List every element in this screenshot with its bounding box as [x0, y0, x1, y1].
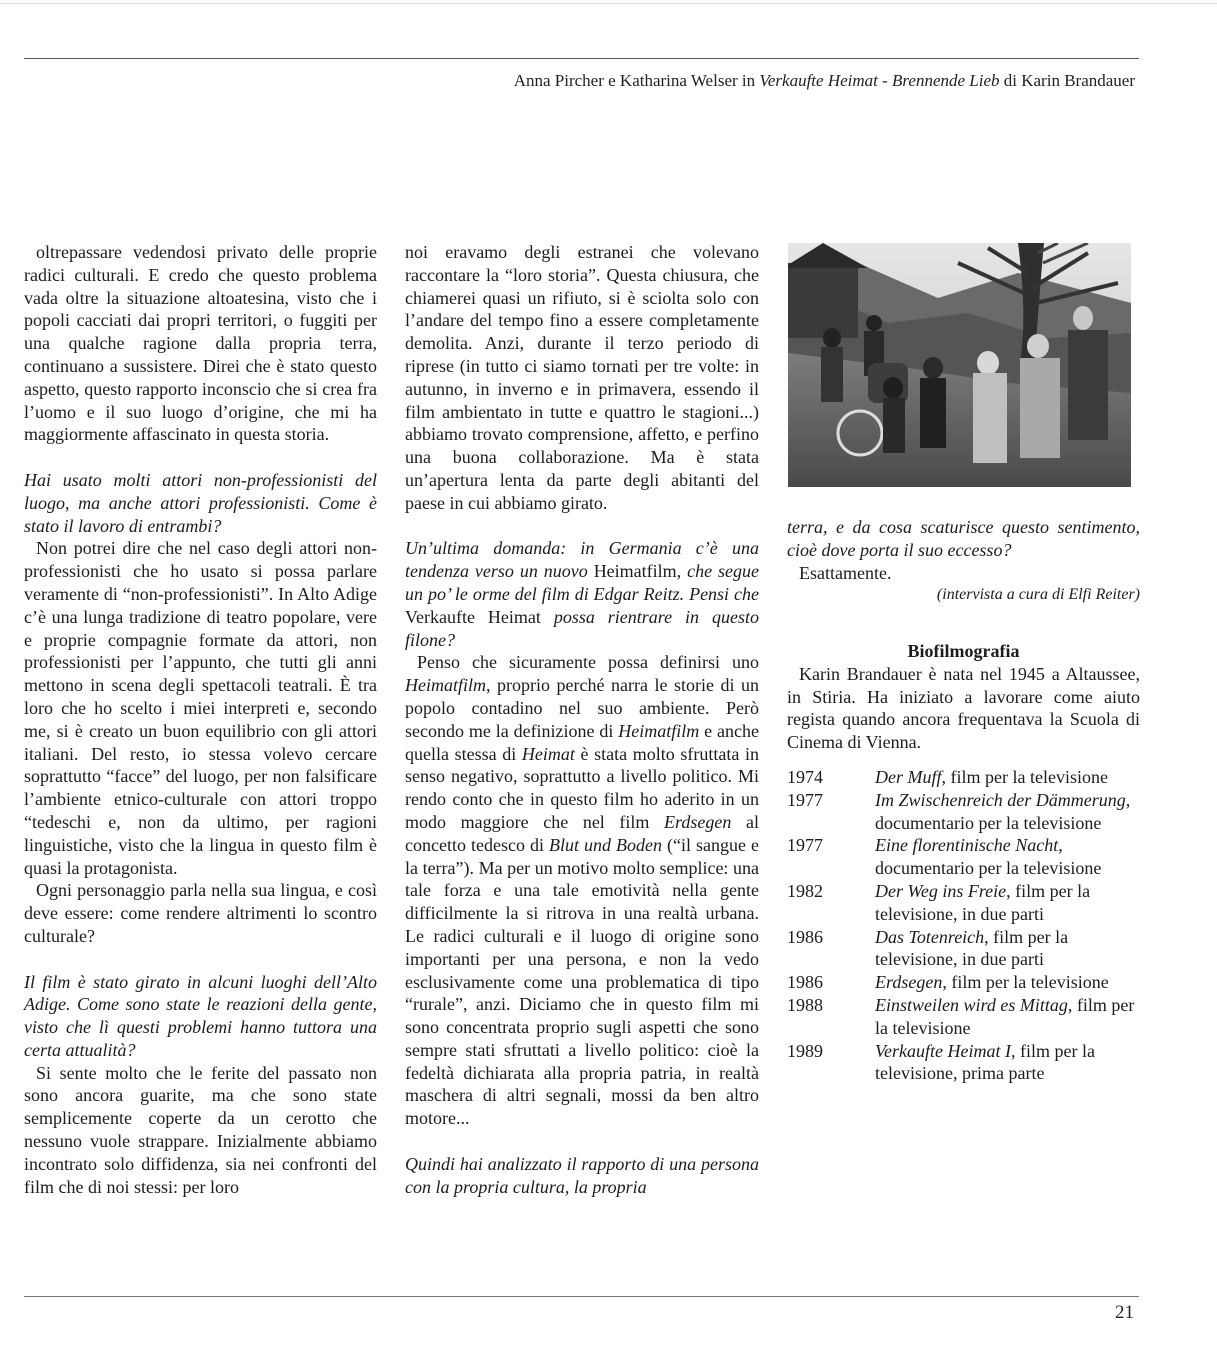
filmography-item: 1989 Verkaufte Heimat I, film per la televisione, prima parte	[787, 1040, 1095, 1084]
paragraph: oltrepassare vedendosi privato delle proprie radici culturali. E credo che questo problema vada oltre la situazione altoatesina, visto che i popoli cacciati dai propri territori, o fuggiti per una qualche ragione dalla propria terra, continuano a sussistere. Direi che è stato questo aspetto, questo rapporto inconscio che si crea fra l’uomo e il suo luogo d’origine, che mi ha maggiormente affascinato in questa storia.	[24, 242, 377, 445]
answer: Esattamente.	[799, 562, 892, 583]
filmography-item: 1977 Im Zwischenreich der Dämmerung, documentario per la televisione	[787, 789, 1131, 833]
page-number: 21	[1115, 1302, 1134, 1323]
biofilmografia-heading: Biofilmografia	[907, 640, 1020, 661]
paragraph: noi eravamo degli estranei che volevano raccontare la “loro storia”. Questa chiusura, che chiamerei quasi un rifiuto, si è sciolta solo con l’andare del tempo fino a essere completamente demolita. Anzi, durante il terzo periodo di riprese (in tutto ci siamo tornati per tre volte: in autunno, in inverno e in primavera, essendo il film ambientato in tutte e quattro le stagioni...) abbiamo trovato comprensione, affetto, e perfino una buona collaborazione. Ma è stata un’apertura lenta da parte degli abitanti del paese in cui abbiamo girato.	[405, 242, 759, 513]
paragraph: Non potrei dire che nel caso degli attori non-professionisti che ho usato si possa parlare veramente di “non-professionisti”. In Alto Adige c’è una lunga tradizione di teatro popolare, vere e proprie compagnie formate da attori, non professionisti per l’appunto, che tutti gli anni mettono in scena degli spettacoli teatrali. È tra loro che ho scelto i miei interpreti e, secondo me, si è creato un buon equilibrio con gli attori italiani. Del resto, io stessa volevo cercare soprattutto “facce” del luogo, per non falsificare l’ambiente etnico-culturale con attori troppo “tedeschi e, non da ultimo, per ragioni linguistiche, visto che la lingua in questo film è quasi la protagonista.	[24, 538, 377, 878]
footer-rule	[24, 1296, 1139, 1297]
filmography-item: 1986 Das Totenreich, film per la televisione, in due parti	[787, 926, 1069, 970]
scan-edge-line	[0, 3, 1217, 4]
interview-question: Il film è stato girato in alcuni luoghi dell’Alto Adige. Come sono state le reazioni della gente, visto che lì questi problemi hanno tuttora una certa attualità?	[24, 971, 377, 1060]
text-column-3	[787, 516, 1140, 1085]
paragraph: Si sente molto che le ferite del passato non sono ancora guarite, ma che sono state semplicemente coperte da un cerotto che nessuno vuole strappare. Inizialmente abbiamo incontrato solo diffidenza, sia nei confronti del film che di noi stessi: per loro	[24, 1062, 377, 1197]
interview-question: Un’ultima domanda: in Germania c’è una tendenza verso un nuovo Heimatfilm, che segue un po’ le orme del film di Edgar Reitz. Pensi che Verkaufte Heimat possa rientrare in questo filone?	[405, 538, 759, 650]
interview-question: Quindi hai analizzato il rapporto di una persona con la propria cultura, la propria	[405, 1153, 759, 1197]
filmography-item: 1977 Eine florentinische Nacht, documentario per la televisione	[787, 835, 1102, 879]
caption-film-title: Verkaufte Heimat - Brennende Lieb	[759, 71, 1000, 90]
interview-question: Hai usato molti attori non-professionisti del luogo, ma anche attori professionisti. Come è stato il lavoro di entrambi?	[24, 469, 377, 536]
paragraph: Penso che sicuramente possa definirsi uno Heimatfilm, proprio perché narra le storie di un popolo contadino nel suo ambiente. Però secondo me la definizione di Heimatfilm e anche quella stessa di Heimat è stata molto sfruttata in senso negativo, soprattutto a livello politico. Mi rendo conto che in questo film ho aderito in un modo maggiore che nel film Erdsegen al concetto tedesco di Blut und Boden (“il sangue e la terra”). Ma per un motivo molto semplice: una tale forza e una tale emotività nella gente difficilmente la si ritrova in una realtà urbana. Le radici culturali e il luogo di origine sono importanti per una persona, e non la vedo esclusivamente come una problematica di tipo “rurale”, anzi. Diciamo che in questo film mi sono concentrata proprio sugli aspetti che sono sempre stati sfruttati a livello politico: cioè la fedeltà dichiarata alla propria patria, in realtà maschera di altri segnali, mossi da ben altro motore...	[405, 652, 759, 1129]
filmography-item: 1982 Der Weg ins Freie, film per la televisione, in due parti	[787, 880, 1091, 924]
filmography-list	[787, 766, 1140, 1085]
interview-credit: (intervista a cura di Elfi Reiter)	[936, 586, 1140, 604]
header-rule	[24, 58, 1139, 59]
filmography-item: 1986 Erdsegen, film per la televisione	[787, 972, 1109, 993]
bio-paragraph: Karin Brandauer è nata nel 1945 a Altaussee, in Stiria. Ha iniziato a lavorare come aiuto regista quando ancora frequentava la Scuola di Cinema di Vienna.	[787, 663, 1140, 753]
photo-caption	[514, 71, 1135, 91]
text-column-1	[24, 241, 377, 1198]
filmography-item: 1988 Einstweilen wird es Mittag, film per la televisione	[787, 994, 1135, 1038]
filmography-item: 1974 Der Muff, film per la televisione	[787, 766, 1108, 787]
caption-tail: di Karin Brandauer	[999, 71, 1135, 90]
caption-lead: Anna Pircher e Katharina Welser in	[513, 71, 760, 90]
film-still-photo	[788, 243, 1131, 487]
interview-question-continued: terra, e da cosa scaturisce questo sentimento, cioè dove porta il suo eccesso?	[787, 517, 1140, 560]
photo-image	[788, 243, 1131, 487]
text-column-2	[405, 241, 759, 1198]
paragraph: Ogni personaggio parla nella sua lingua, e così deve essere: come rendere altrimenti lo scontro culturale?	[24, 880, 377, 946]
